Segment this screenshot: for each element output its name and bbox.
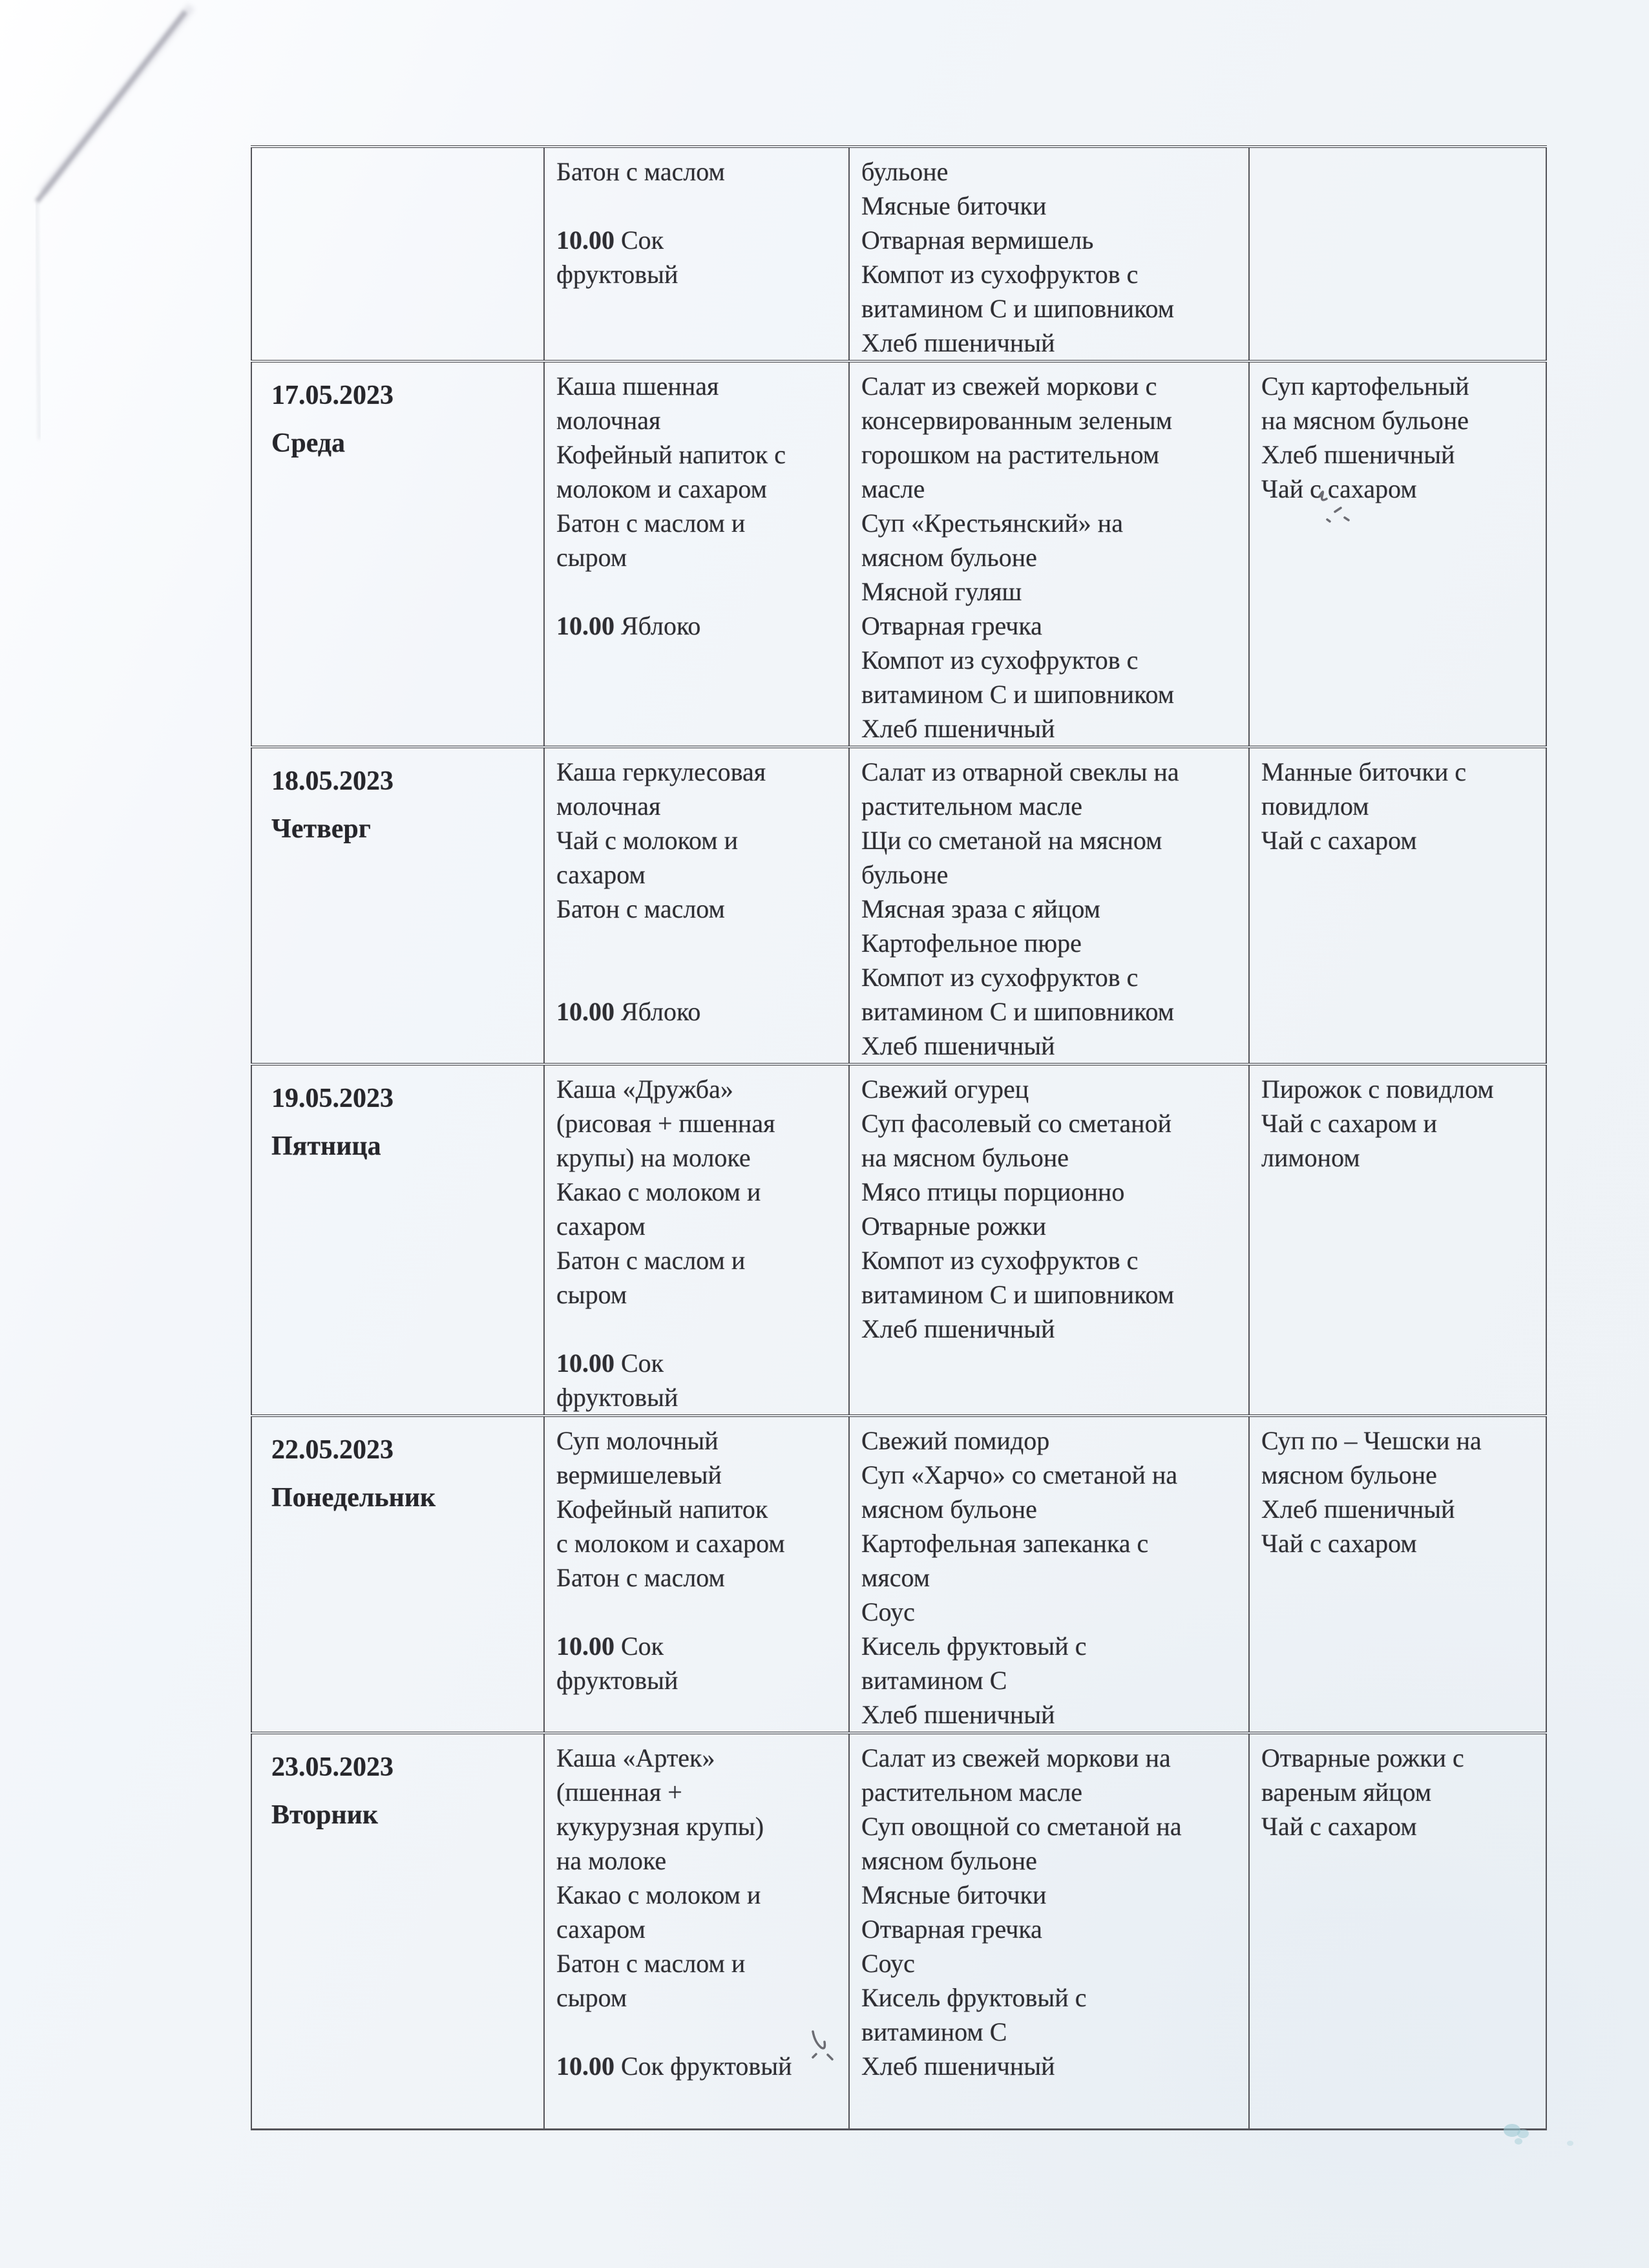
menu-line: Манные биточки с <box>1261 757 1467 786</box>
menu-line: витамином С <box>861 2017 1007 2046</box>
lunch-cell <box>849 147 1249 361</box>
lunch-cell <box>849 747 1249 1064</box>
menu-line: Суп картофельный <box>1261 372 1469 401</box>
menu-line: Компот из сухофруктов с <box>861 646 1139 675</box>
menu-line: Хлеб пшеничный <box>861 2052 1055 2081</box>
menu-line <box>556 189 843 223</box>
menu-line: Каша «Дружба» <box>556 1075 733 1104</box>
menu-line: 17.05.2023 <box>271 381 394 410</box>
menu-line: Соус <box>861 1949 915 1978</box>
menu-line <box>556 574 843 609</box>
menu-line: Салат из отварной свеклы на <box>861 757 1179 786</box>
menu-line: бульоне <box>861 860 949 889</box>
menu-line: Какао с молоком и <box>556 1880 761 1909</box>
menu-line: сахаром <box>556 1915 646 1944</box>
menu-row <box>251 1064 1546 1416</box>
breakfast-cell <box>544 1733 849 2129</box>
menu-line: Чай с молоком и <box>556 826 739 855</box>
date-cell <box>251 1733 544 2129</box>
menu-line: Батон с маслом <box>556 1563 725 1592</box>
menu-line: витамином С и шиповником <box>861 680 1175 709</box>
breakfast-cell <box>544 361 849 747</box>
menu-line: 22.05.2023 <box>271 1435 394 1465</box>
menu-line: Кофейный напиток с <box>556 440 786 469</box>
lunch-cell <box>849 1733 1249 2129</box>
menu-line: Салат из свежей моркови с <box>861 372 1157 401</box>
menu-line: бульоне <box>861 157 949 186</box>
snack-cell <box>1249 361 1546 747</box>
time-label: 10.00 <box>556 2052 614 2081</box>
menu-line: Суп по – Чешски на <box>1261 1426 1482 1455</box>
menu-line: Хлеб пшеничный <box>861 1700 1055 1729</box>
menu-line: мясом <box>861 1563 930 1592</box>
menu-line: Мясной гуляш <box>861 577 1022 606</box>
menu-line: мясном бульоне <box>861 1495 1037 1524</box>
menu-line: Чай с сахаром <box>1261 474 1417 503</box>
menu-line: фруктовый <box>556 1666 678 1695</box>
menu-line: 18.05.2023 <box>271 766 394 796</box>
menu-line: Каша геркулесовая <box>556 757 766 786</box>
menu-line: Пятница <box>271 1131 381 1161</box>
date-cell <box>251 1064 544 1416</box>
menu-line: витамином С <box>861 1666 1007 1695</box>
snack-cell <box>1249 747 1546 1064</box>
menu-line: фруктовый <box>556 260 678 289</box>
menu-line: Суп молочный <box>556 1426 719 1455</box>
menu-line: Суп «Харчо» со сметаной на <box>861 1460 1178 1489</box>
corner-fold-shadow <box>37 6 191 439</box>
date-cell <box>251 361 544 747</box>
menu-line: фруктовый <box>556 1383 678 1412</box>
menu-line: Компот из сухофруктов с <box>861 260 1139 289</box>
menu-line: Батон с маслом и <box>556 1246 746 1275</box>
menu-row <box>251 1733 1546 2129</box>
breakfast-cell <box>544 747 849 1064</box>
menu-line: крупы) на молоке <box>556 1143 751 1172</box>
menu-line: сыром <box>556 1280 627 1309</box>
menu-line: Салат из свежей моркови на <box>861 1743 1171 1772</box>
menu-line: Соус <box>861 1597 915 1626</box>
menu-line: Отварные рожки с <box>1261 1743 1464 1772</box>
menu-line: Хлеб пшеничный <box>1261 440 1455 469</box>
menu-row <box>251 1416 1546 1733</box>
menu-line: Батон с маслом и <box>556 1949 746 1978</box>
menu-line: растительном масле <box>861 1778 1083 1807</box>
snack-cell <box>1249 147 1546 361</box>
menu-line: Мясо птицы порционно <box>861 1177 1125 1206</box>
menu-line: мясном бульоне <box>1261 1460 1437 1489</box>
menu-line: Суп «Крестьянский» на <box>861 509 1123 538</box>
menu-line: Картофельное пюре <box>861 929 1082 958</box>
breakfast-cell <box>544 1064 849 1416</box>
menu-line: Чай с сахаром <box>1261 1812 1417 1841</box>
menu-line: витамином С и шиповником <box>861 1280 1175 1309</box>
menu-line: мясном бульоне <box>861 543 1037 572</box>
menu-line: Чай с сахаром <box>1261 826 1417 855</box>
menu-line: 10.00 Сок <box>556 1349 664 1378</box>
menu-table <box>251 145 1547 2130</box>
menu-line: Хлеб пшеничный <box>861 1031 1055 1060</box>
menu-line <box>556 1312 843 1346</box>
menu-line: растительном масле <box>861 792 1083 821</box>
menu-line: Суп фасолевый со сметаной <box>861 1109 1171 1138</box>
menu-line: Свежий помидор <box>861 1426 1050 1455</box>
menu-line: Чай с сахаром <box>1261 1529 1417 1558</box>
lunch-cell <box>849 361 1249 747</box>
menu-line: Хлеб пшеничный <box>861 1314 1055 1343</box>
menu-line <box>556 2015 843 2049</box>
menu-line: (пшенная + <box>556 1778 682 1807</box>
menu-line: Батон с маслом <box>556 894 725 923</box>
menu-line: на мясном бульоне <box>861 1143 1069 1172</box>
menu-line: вермишелевый <box>556 1460 722 1489</box>
menu-line: на молоке <box>556 1846 667 1875</box>
breakfast-cell <box>544 147 849 361</box>
menu-line: Каша пшенная <box>556 372 719 401</box>
menu-line: повидлом <box>1261 792 1369 821</box>
time-label: 10.00 <box>556 611 614 640</box>
menu-line: лимоном <box>1261 1143 1360 1172</box>
time-label: 10.00 <box>556 226 614 255</box>
menu-line: сыром <box>556 543 627 572</box>
menu-line: витамином С и шиповником <box>861 997 1175 1026</box>
menu-line: Отварная гречка <box>861 611 1042 640</box>
menu-line: Понедельник <box>271 1483 436 1513</box>
menu-line: Чай с сахаром и <box>1261 1109 1438 1138</box>
menu-line: (рисовая + пшенная <box>556 1109 775 1138</box>
lunch-cell <box>849 1416 1249 1733</box>
menu-line: молочная <box>556 792 661 821</box>
menu-line: молоком и сахаром <box>556 474 767 503</box>
date-cell <box>251 747 544 1064</box>
menu-line: Картофельная запеканка с <box>861 1529 1149 1558</box>
menu-line: Какао с молоком и <box>556 1177 761 1206</box>
menu-line <box>556 1595 843 1629</box>
menu-table-body <box>251 147 1546 2129</box>
menu-line: 10.00 Яблоко <box>556 997 701 1026</box>
menu-line: Батон с маслом и <box>556 509 746 538</box>
menu-line: вареным яйцом <box>1261 1778 1432 1807</box>
menu-line: Компот из сухофруктов с <box>861 963 1139 992</box>
menu-line: Кофейный напиток <box>556 1495 768 1524</box>
time-label: 10.00 <box>556 997 614 1026</box>
menu-line: Хлеб пшеничный <box>861 714 1055 743</box>
menu-row <box>251 747 1546 1064</box>
menu-line: витамином С и шиповником <box>861 294 1175 323</box>
date-cell <box>251 1416 544 1733</box>
menu-line: Вторник <box>271 1800 379 1830</box>
menu-line: 23.05.2023 <box>271 1752 394 1782</box>
breakfast-cell <box>544 1416 849 1733</box>
menu-line: 10.00 Сок <box>556 1632 664 1661</box>
menu-line: Свежий огурец <box>861 1075 1029 1104</box>
menu-line: Отварная гречка <box>861 1915 1042 1944</box>
menu-line: Компот из сухофруктов с <box>861 1246 1139 1275</box>
snack-cell <box>1249 1733 1546 2129</box>
time-label: 10.00 <box>556 1632 614 1661</box>
snack-cell <box>1249 1416 1546 1733</box>
menu-line: Мясные биточки <box>861 191 1047 220</box>
time-label: 10.00 <box>556 1349 614 1378</box>
menu-line: Кисель фруктовый с <box>861 1983 1087 2012</box>
menu-line: 19.05.2023 <box>271 1084 394 1113</box>
menu-line: 10.00 Сок фруктовый <box>556 2052 792 2081</box>
menu-line: консервированным зеленым <box>861 406 1173 435</box>
menu-line <box>556 926 843 960</box>
menu-line: Хлеб пшеничный <box>1261 1495 1455 1524</box>
menu-line: Пирожок с повидлом <box>1261 1075 1494 1104</box>
menu-line: Отварная вермишель <box>861 226 1094 255</box>
menu-line: Мясная зраза с яйцом <box>861 894 1100 923</box>
snack-cell <box>1249 1064 1546 1416</box>
menu-line: Отварные рожки <box>861 1212 1046 1241</box>
menu-line: масле <box>861 474 925 503</box>
menu-line: Батон с маслом <box>556 157 725 186</box>
menu-line: Кисель фруктовый с <box>861 1632 1087 1661</box>
menu-line: молочная <box>556 406 661 435</box>
lunch-cell <box>849 1064 1249 1416</box>
menu-line: кукурузная крупы) <box>556 1812 764 1841</box>
menu-line: 10.00 Яблоко <box>556 611 701 640</box>
menu-line: с молоком и сахаром <box>556 1529 785 1558</box>
menu-line: сахаром <box>556 860 646 889</box>
menu-line: Щи со сметаной на мясном <box>861 826 1162 855</box>
menu-line: Каша «Артек» <box>556 1743 715 1772</box>
menu-line: сахаром <box>556 1212 646 1241</box>
menu-line: горошком на растительном <box>861 440 1160 469</box>
menu-line: сыром <box>556 1983 627 2012</box>
menu-line: Среда <box>271 428 346 458</box>
menu-line: Суп овощной со сметаной на <box>861 1812 1182 1841</box>
menu-line: 10.00 Сок <box>556 226 664 255</box>
menu-row <box>251 147 1546 361</box>
menu-line: мясном бульоне <box>861 1846 1037 1875</box>
menu-row <box>251 361 1546 747</box>
menu-line: на мясном бульоне <box>1261 406 1469 435</box>
date-cell <box>251 147 544 361</box>
menu-line: Четверг <box>271 814 371 844</box>
menu-line: Хлеб пшеничный <box>861 328 1055 357</box>
menu-line: Мясные биточки <box>861 1880 1047 1909</box>
menu-line <box>556 960 843 994</box>
